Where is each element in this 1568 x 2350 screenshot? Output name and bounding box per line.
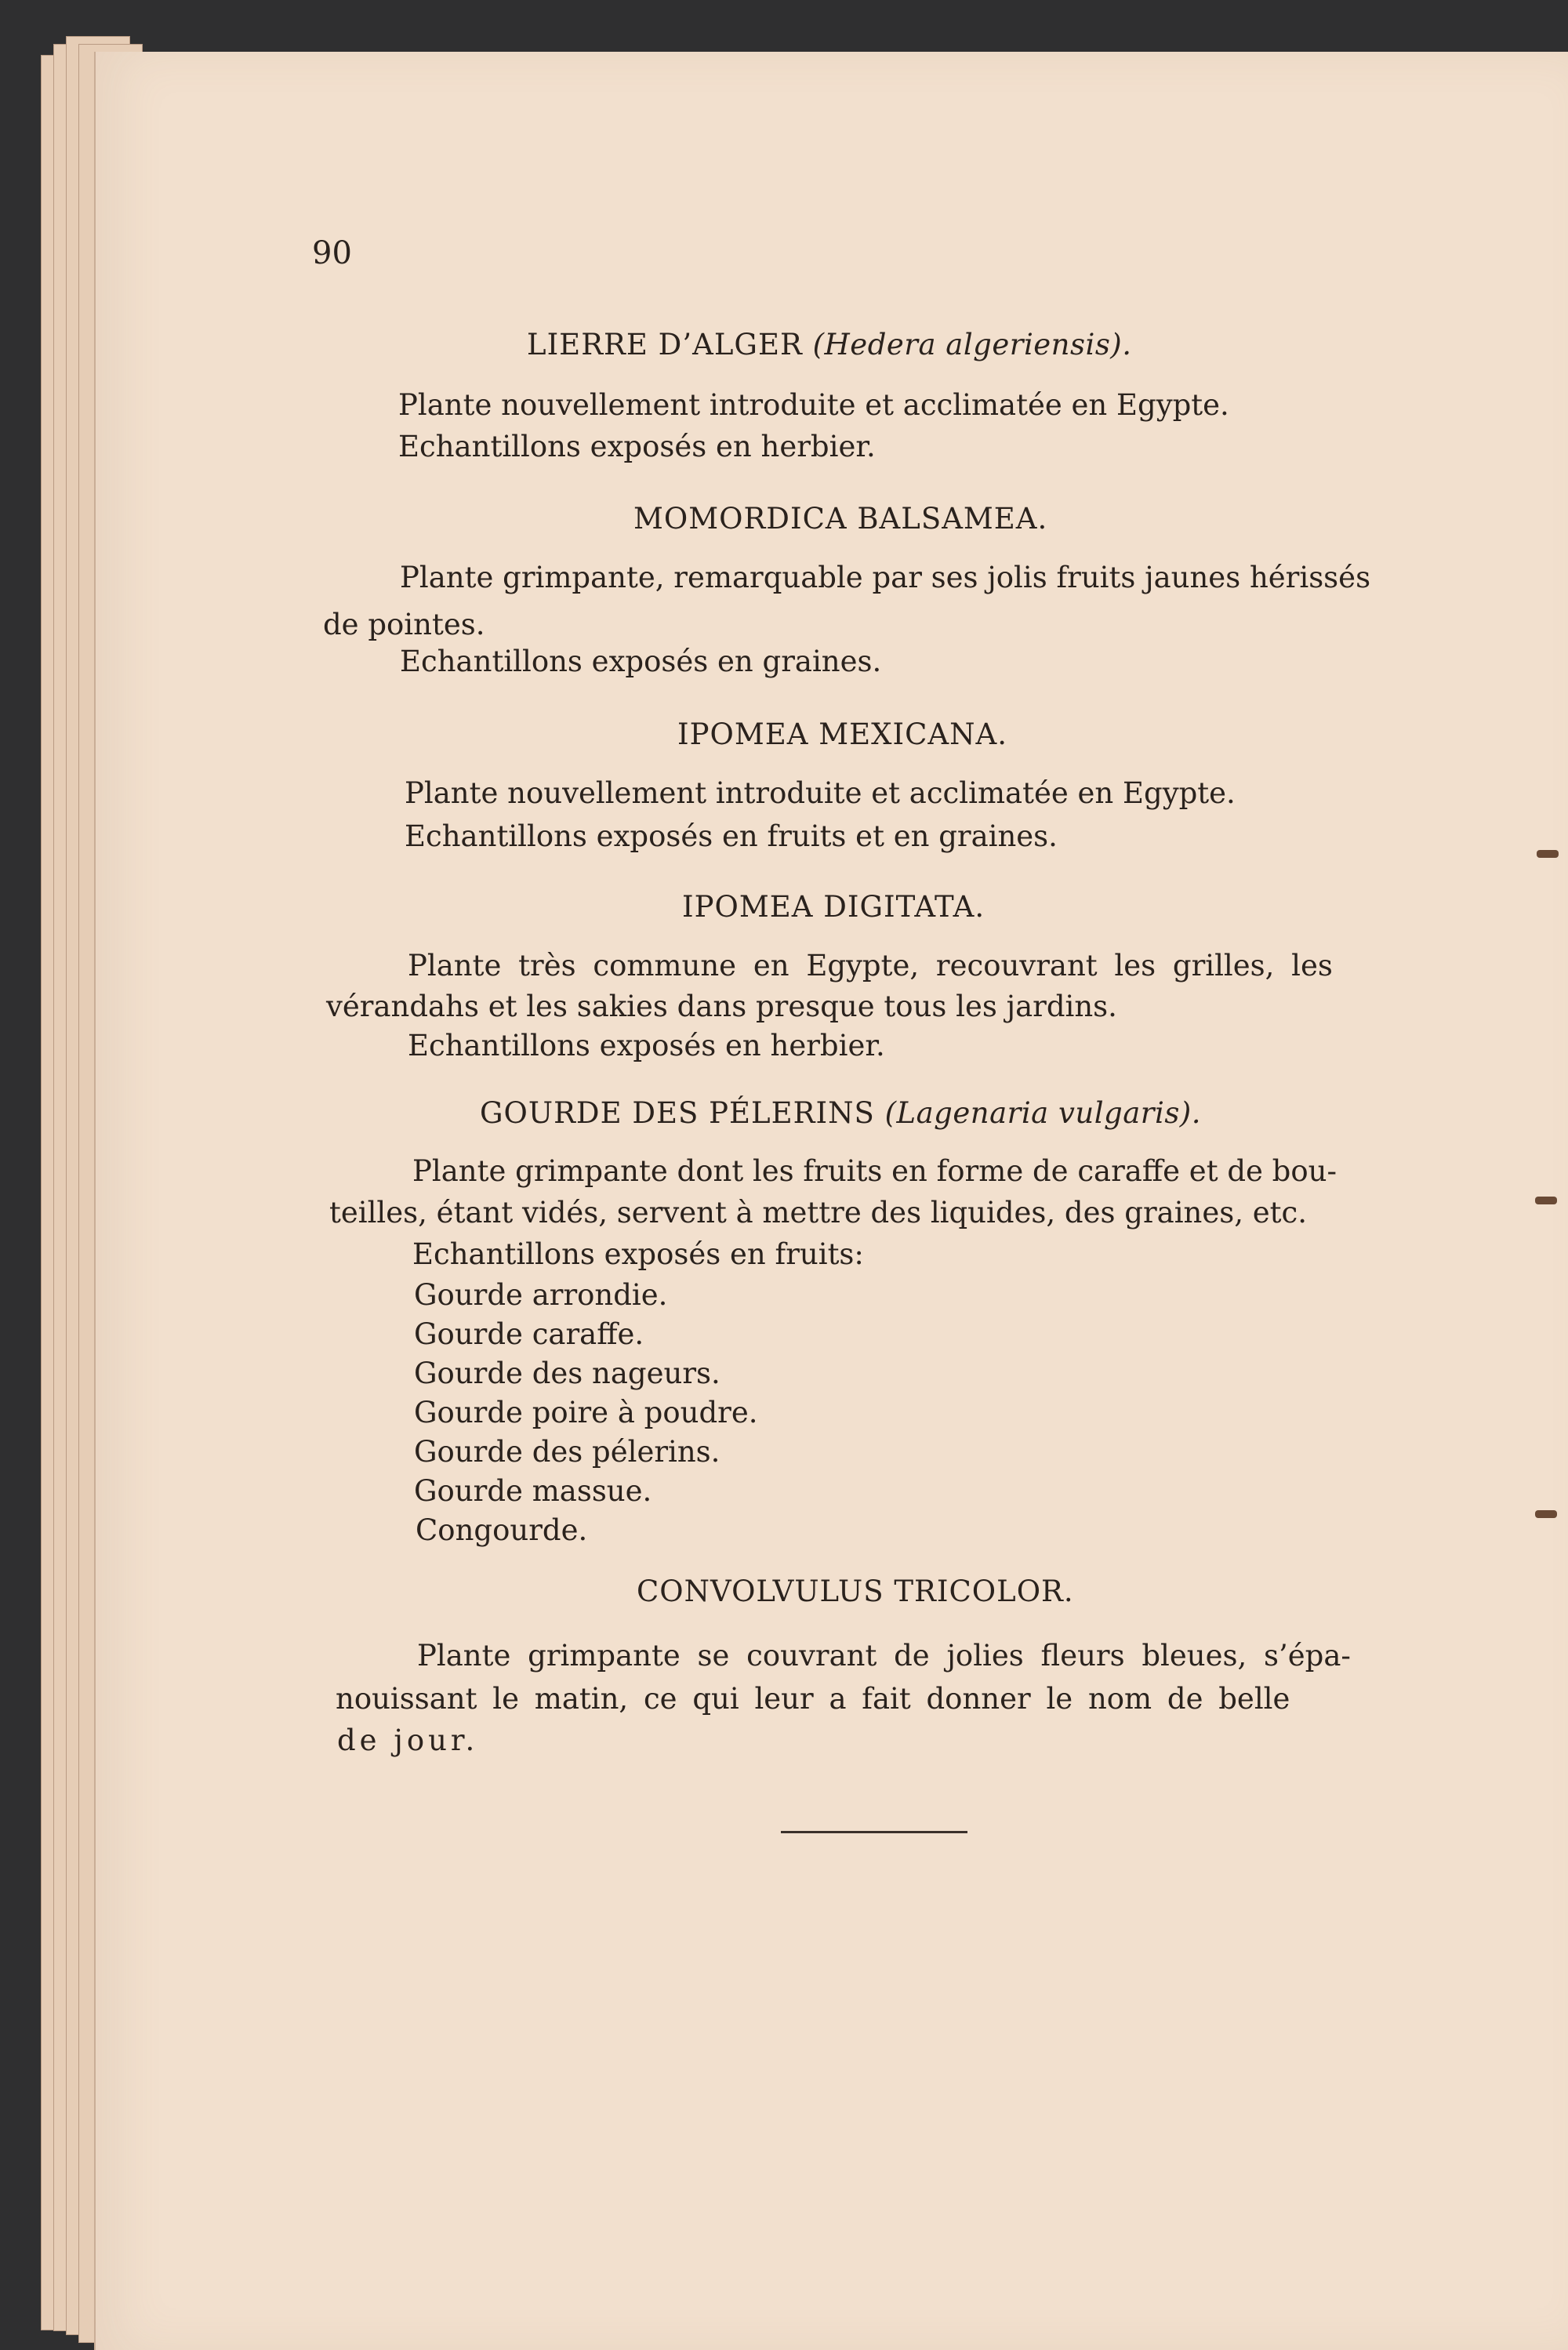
ipomea-mexicana-line-1: Plante nouvellement introduite et acclimatée en Egypte. xyxy=(405,776,1236,810)
momordica-line-1: Plante grimpante, remarquable par ses jolis fruits jaunes hérissés xyxy=(400,561,1371,594)
gourde-line-1: Plante grimpante dont les fruits en forme de caraffe et de bou- xyxy=(412,1154,1337,1188)
gourde-variety-4: Gourde poire à poudre. xyxy=(414,1396,758,1429)
show-through xyxy=(1272,318,1279,346)
gourde-variety-5: Gourde des pélerins. xyxy=(414,1435,720,1469)
gourde-variety-2: Gourde caraffe. xyxy=(414,1317,644,1351)
page-number: 90 xyxy=(312,235,352,271)
heading-ipomea-mexicana: IPOMEA MEXICANA. xyxy=(677,717,1007,751)
heading-ipomea-digitata: IPOMEA DIGITATA. xyxy=(682,890,985,924)
ipomea-mexicana-line-2: Echantillons exposés en fruits et en graines. xyxy=(405,819,1058,853)
binding-notch xyxy=(1535,1197,1557,1204)
ipomea-digitata-line-2: vérandahs et les sakies dans presque tous les jardins. xyxy=(326,990,1117,1023)
heading-gourde-latin: (Lagenaria vulgaris). xyxy=(884,1096,1201,1130)
heading-lierre xyxy=(527,328,1132,361)
convolvulus-line-3: de jour. xyxy=(337,1723,479,1757)
heading-gourde-title: GOURDE DES PÉLERINS xyxy=(480,1096,875,1130)
ipomea-digitata-line-1: Plante très commune en Egypte, recouvrant les grilles, les xyxy=(408,949,1333,982)
heading-convolvulus: CONVOLVULUS TRICOLOR. xyxy=(637,1575,1074,1608)
convolvulus-line-2: nouissant le matin, ce qui leur a fait donner le nom de belle xyxy=(336,1682,1290,1716)
momordica-line-3: Echantillons exposés en graines. xyxy=(400,645,882,678)
gourde-line-2: teilles, étant vidés, servent à mettre des liquides, des graines, etc. xyxy=(329,1196,1308,1229)
binding-notch xyxy=(1537,850,1559,858)
lierre-line-1: Plante nouvellement introduite et acclimatée en Egypte. xyxy=(398,388,1229,422)
gourde-line-3: Echantillons exposés en fruits: xyxy=(412,1237,864,1271)
ipomea-digitata-line-3: Echantillons exposés en herbier. xyxy=(408,1029,885,1062)
convolvulus-line-1: Plante grimpante se couvrant de jolies fleurs bleues, s’épa- xyxy=(417,1639,1351,1673)
gourde-variety-3: Gourde des nageurs. xyxy=(414,1357,720,1390)
lierre-line-2: Echantillons exposés en herbier. xyxy=(398,430,876,463)
heading-gourde xyxy=(480,1096,1201,1130)
momordica-line-2: de pointes. xyxy=(323,608,485,641)
heading-lierre-title: LIERRE D’ALGER xyxy=(527,328,803,361)
section-end-rule xyxy=(781,1831,967,1833)
gourde-variety-7: Congourde. xyxy=(416,1513,588,1547)
heading-lierre-latin: (Hedera algeriensis). xyxy=(812,328,1132,361)
heading-momordica: MOMORDICA BALSAMEA. xyxy=(633,502,1048,536)
gourde-variety-6: Gourde massue. xyxy=(414,1474,652,1508)
binding-notch xyxy=(1535,1510,1557,1518)
gourde-variety-1: Gourde arrondie. xyxy=(414,1278,668,1312)
